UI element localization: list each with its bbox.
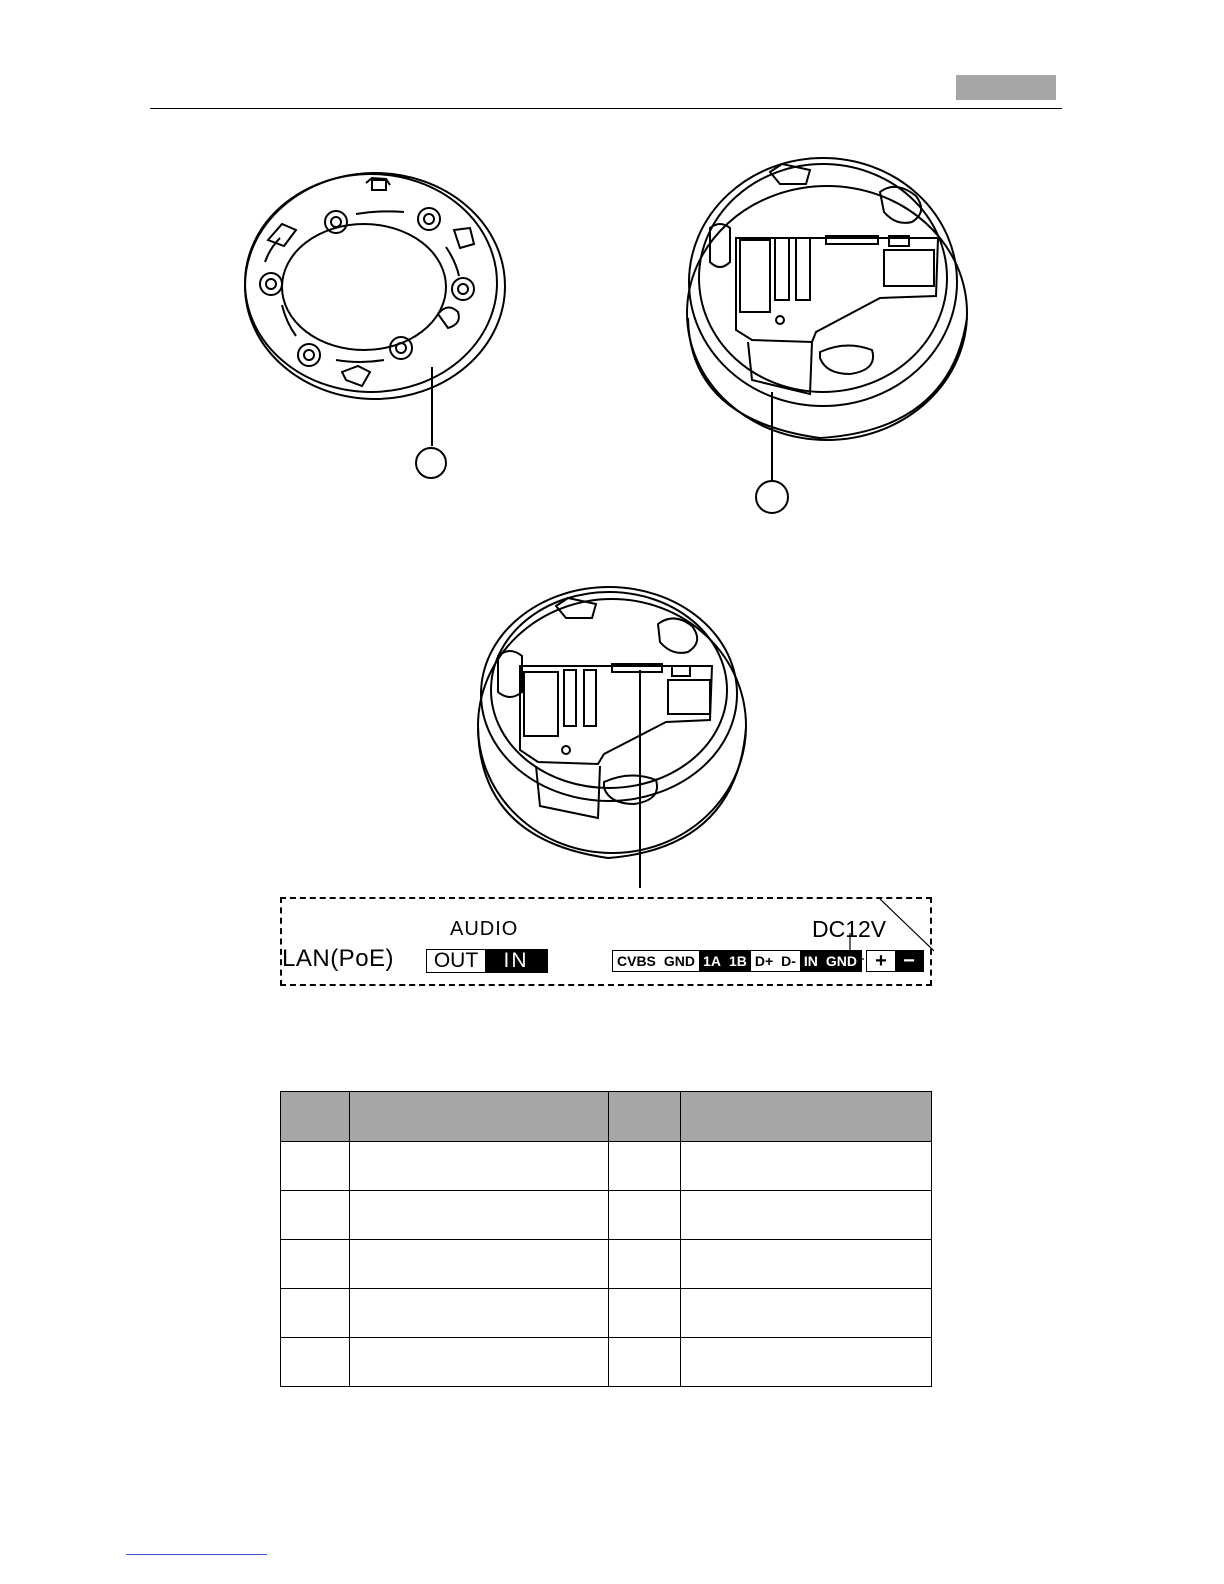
audio-in-label: IN <box>485 950 547 972</box>
mounting-plate-drawing <box>245 173 505 478</box>
audio-label: AUDIO <box>450 918 519 940</box>
footer-link-rule <box>126 1554 267 1555</box>
table-cell <box>350 1142 609 1191</box>
terminal-label: 1B <box>725 951 751 971</box>
table-cell <box>281 1289 350 1338</box>
table-header-cell <box>281 1092 350 1142</box>
terminal-label: 1A <box>699 951 725 971</box>
table-cell <box>350 1338 609 1387</box>
terminal-block <box>612 950 862 972</box>
power-terminal-box <box>866 950 924 972</box>
connector-table <box>280 1091 932 1387</box>
panel-callout-lines <box>282 899 934 988</box>
table-row <box>281 1289 932 1338</box>
audio-out-label: OUT <box>433 949 479 972</box>
table-cell <box>281 1240 350 1289</box>
table-header-cell <box>681 1092 932 1142</box>
table-cell <box>609 1338 681 1387</box>
table-cell <box>350 1191 609 1240</box>
table-row <box>281 1191 932 1240</box>
table-cell <box>609 1142 681 1191</box>
table-row <box>281 1338 932 1387</box>
table-cell <box>350 1240 609 1289</box>
power-minus-label: − <box>895 951 923 971</box>
back-box-drawing-upper <box>687 158 967 513</box>
power-plus-label: + <box>875 950 887 972</box>
table-cell <box>681 1338 932 1387</box>
audio-port-box <box>426 949 548 973</box>
table-cell <box>609 1240 681 1289</box>
terminal-label: GND <box>822 951 861 971</box>
table-cell <box>281 1338 350 1387</box>
table-cell <box>681 1240 932 1289</box>
terminal-label: CVBS <box>617 953 656 969</box>
connector-panel <box>280 897 932 986</box>
terminal-label: IN <box>800 951 822 971</box>
terminal-label: D+ <box>754 953 774 969</box>
terminal-label: GND <box>663 953 696 969</box>
lan-poe-label: LAN(PoE) <box>282 945 395 972</box>
table-cell <box>681 1142 932 1191</box>
table-header-row <box>281 1092 932 1142</box>
table-cell <box>609 1191 681 1240</box>
table-cell <box>350 1289 609 1338</box>
table-header-cell <box>350 1092 609 1142</box>
table-header-cell <box>609 1092 681 1142</box>
table-cell <box>681 1289 932 1338</box>
table-row <box>281 1240 932 1289</box>
back-box-drawing-lower <box>478 587 746 888</box>
table-row <box>281 1142 932 1191</box>
table-cell <box>681 1191 932 1240</box>
table-cell <box>281 1142 350 1191</box>
table-cell <box>281 1191 350 1240</box>
dc12v-label: DC12V <box>812 916 887 942</box>
terminal-label: D- <box>781 953 796 969</box>
table-cell <box>609 1289 681 1338</box>
